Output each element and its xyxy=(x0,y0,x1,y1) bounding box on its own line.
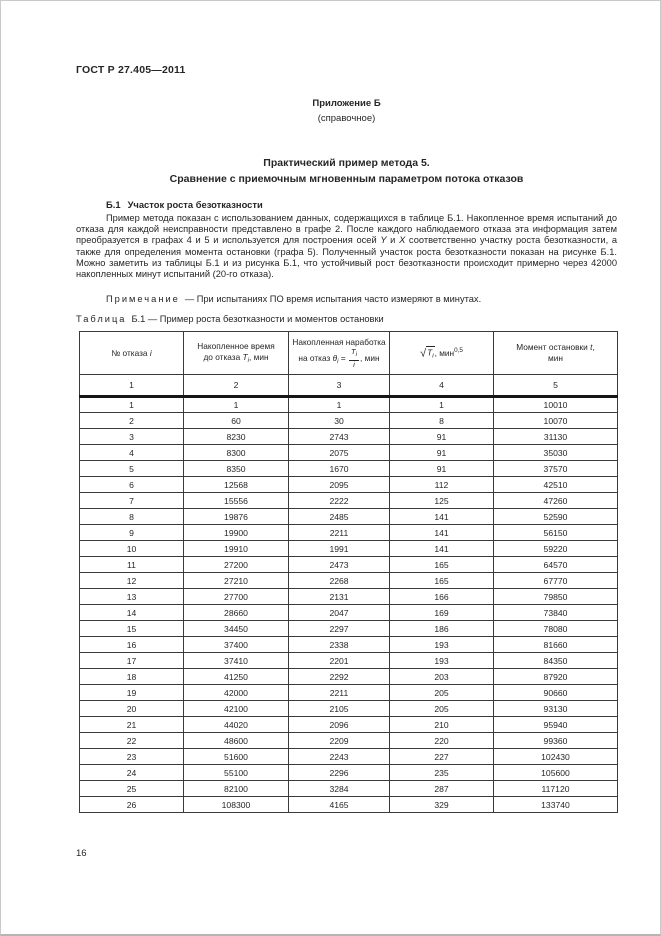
cell-failure-number: 16 xyxy=(80,637,184,653)
table-row xyxy=(80,413,618,429)
col-header-failure-number: № отказа i xyxy=(80,332,184,375)
cell-mtbf: 3284 xyxy=(289,781,390,797)
table-row xyxy=(80,685,618,701)
table-row xyxy=(80,669,618,685)
table-row xyxy=(80,717,618,733)
cell-mtbf: 1670 xyxy=(289,461,390,477)
cell-mtbf: 2268 xyxy=(289,573,390,589)
cell-failure-number: 18 xyxy=(80,669,184,685)
table-row xyxy=(80,557,618,573)
cell-failure-number: 13 xyxy=(80,589,184,605)
cell-stop-time: 95940 xyxy=(494,717,618,733)
cell-cumulative-time: 42100 xyxy=(184,701,289,717)
cell-sqrt-time: 210 xyxy=(390,717,494,733)
cell-failure-number: 7 xyxy=(80,493,184,509)
cell-failure-number: 3 xyxy=(80,429,184,445)
cell-sqrt-time: 91 xyxy=(390,429,494,445)
table-row xyxy=(80,461,618,477)
cell-mtbf: 2096 xyxy=(289,717,390,733)
table-row xyxy=(80,621,618,637)
table-row xyxy=(80,781,618,797)
table-header-row xyxy=(80,332,618,375)
cell-sqrt-time: 165 xyxy=(390,573,494,589)
axis-x-variable: X xyxy=(399,235,406,246)
radical-sign: √ xyxy=(420,346,427,359)
cell-mtbf: 30 xyxy=(289,413,390,429)
cell-mtbf: 2297 xyxy=(289,621,390,637)
cell-failure-number: 4 xyxy=(80,445,184,461)
cell-mtbf: 2047 xyxy=(289,605,390,621)
cell-failure-number: 2 xyxy=(80,413,184,429)
appendix-kind: (справочное) xyxy=(317,113,376,124)
cell-mtbf: 2211 xyxy=(289,685,390,701)
cell-stop-time: 102430 xyxy=(494,749,618,765)
cell-mtbf: 2095 xyxy=(289,477,390,493)
table-row xyxy=(80,477,618,493)
table-row xyxy=(80,525,618,541)
cell-failure-number: 26 xyxy=(80,797,184,813)
cell-stop-time: 81660 xyxy=(494,637,618,653)
cell-stop-time: 10010 xyxy=(494,397,618,413)
cell-mtbf: 2296 xyxy=(289,765,390,781)
column-number: 1 xyxy=(80,375,184,397)
cell-sqrt-time: 141 xyxy=(390,509,494,525)
cell-mtbf: 2105 xyxy=(289,701,390,717)
cell-failure-number: 24 xyxy=(80,765,184,781)
cell-mtbf: 2743 xyxy=(289,429,390,445)
cell-failure-number: 22 xyxy=(80,733,184,749)
cell-cumulative-time: 44020 xyxy=(184,717,289,733)
cell-cumulative-time: 82100 xyxy=(184,781,289,797)
cell-cumulative-time: 41250 xyxy=(184,669,289,685)
cell-stop-time: 79850 xyxy=(494,589,618,605)
cell-mtbf: 1991 xyxy=(289,541,390,557)
cell-failure-number: 11 xyxy=(80,557,184,573)
cell-failure-number: 1 xyxy=(80,397,184,413)
cell-stop-time: 117120 xyxy=(494,781,618,797)
cell-stop-time: 59220 xyxy=(494,541,618,557)
note-text: — При испытаниях ПО время испытания часто измеряют в минутах. xyxy=(184,294,482,304)
cell-cumulative-time: 27200 xyxy=(184,557,289,573)
cell-mtbf: 2131 xyxy=(289,589,390,605)
cell-mtbf: 2338 xyxy=(289,637,390,653)
cell-stop-time: 78080 xyxy=(494,621,618,637)
cell-sqrt-time: 227 xyxy=(390,749,494,765)
cell-cumulative-time: 108300 xyxy=(184,797,289,813)
appendix-label: Приложение Б xyxy=(312,98,381,109)
note-label: Примечание xyxy=(106,294,180,304)
cell-sqrt-time: 91 xyxy=(390,461,494,477)
column-number: 4 xyxy=(390,375,494,397)
cell-sqrt-time: 125 xyxy=(390,493,494,509)
cell-sqrt-time: 287 xyxy=(390,781,494,797)
table-caption-label: Таблица xyxy=(76,314,127,324)
title-line-2: Сравнение с приемочным мгновенным параметром потока отказов xyxy=(169,173,524,185)
col-header-mtbf: Накопленная наработка на отказ $\theta_i$ = $\frac{T_i}{i}$ , мин xyxy=(289,332,390,375)
cell-sqrt-time: 141 xyxy=(390,525,494,541)
cell-stop-time: 52590 xyxy=(494,509,618,525)
cell-sqrt-time: 8 xyxy=(390,413,494,429)
cell-sqrt-time: 235 xyxy=(390,765,494,781)
page-number: 16 xyxy=(76,848,87,859)
table-row xyxy=(80,749,618,765)
cell-mtbf: 2292 xyxy=(289,669,390,685)
cell-cumulative-time: 28660 xyxy=(184,605,289,621)
table-row xyxy=(80,573,618,589)
cell-stop-time: 87920 xyxy=(494,669,618,685)
cell-cumulative-time: 8300 xyxy=(184,445,289,461)
cell-mtbf: 1 xyxy=(289,397,390,413)
cell-failure-number: 10 xyxy=(80,541,184,557)
cell-sqrt-time: 205 xyxy=(390,701,494,717)
cell-stop-time: 42510 xyxy=(494,477,618,493)
cell-mtbf: 2243 xyxy=(289,749,390,765)
cell-failure-number: 12 xyxy=(80,573,184,589)
cell-stop-time: 31130 xyxy=(494,429,618,445)
cell-sqrt-time: 141 xyxy=(390,541,494,557)
cell-failure-number: 23 xyxy=(80,749,184,765)
cell-mtbf: 2473 xyxy=(289,557,390,573)
cell-cumulative-time: 42000 xyxy=(184,685,289,701)
table-row xyxy=(80,701,618,717)
cell-sqrt-time: 193 xyxy=(390,653,494,669)
col-header-sqrt-time: $√T_i$, мин$^{0,5}$ xyxy=(390,332,494,375)
note-paragraph xyxy=(76,294,617,305)
title-line-1: Практический пример метода 5. xyxy=(263,157,430,169)
cell-stop-time: 73840 xyxy=(494,605,618,621)
table-row xyxy=(80,397,618,413)
cell-stop-time: 93130 xyxy=(494,701,618,717)
body-paragraph: Пример метода показан с использованием данных, содержащихся в таблице Б.1. Накопленное время испытаний до отказа для каждой неисправности представлено в графе 2. После каждого наблюдаемого отказа эта информация затем преобразуется в графах 4 и 5 и используется для построения осей Y и X соответственно участку роста безотказности, а также для определения момента остановки (графа 5). Полученный участок роста безотказности показан на рисунке Б.1. Можно заметить из таблицы Б.1 и из рисунка Б.1, что устойчивый рост безотказности происходит примерно через 42000 накопленных минут испытаний (20-го отказа). xyxy=(76,213,617,280)
cell-sqrt-time: 165 xyxy=(390,557,494,573)
cell-stop-time: 56150 xyxy=(494,525,618,541)
cell-stop-time: 35030 xyxy=(494,445,618,461)
cell-cumulative-time: 8350 xyxy=(184,461,289,477)
cell-cumulative-time: 34450 xyxy=(184,621,289,637)
cell-mtbf: 2201 xyxy=(289,653,390,669)
cell-sqrt-time: 91 xyxy=(390,445,494,461)
cell-cumulative-time: 60 xyxy=(184,413,289,429)
cell-mtbf: 4165 xyxy=(289,797,390,813)
cell-failure-number: 15 xyxy=(80,621,184,637)
cell-failure-number: 14 xyxy=(80,605,184,621)
cell-mtbf: 2075 xyxy=(289,445,390,461)
cell-stop-time: 47260 xyxy=(494,493,618,509)
cell-sqrt-time: 329 xyxy=(390,797,494,813)
column-number-row xyxy=(80,375,618,397)
table-row xyxy=(80,509,618,525)
cell-sqrt-time: 112 xyxy=(390,477,494,493)
cell-sqrt-time: 205 xyxy=(390,685,494,701)
cell-failure-number: 5 xyxy=(80,461,184,477)
table-row xyxy=(80,605,618,621)
cell-mtbf: 2222 xyxy=(289,493,390,509)
cell-cumulative-time: 1 xyxy=(184,397,289,413)
cell-mtbf: 2485 xyxy=(289,509,390,525)
table-row xyxy=(80,429,618,445)
cell-cumulative-time: 19900 xyxy=(184,525,289,541)
column-number: 5 xyxy=(494,375,618,397)
column-number: 2 xyxy=(184,375,289,397)
standard-code: ГОСТ Р 27.405—2011 xyxy=(76,64,186,76)
cell-stop-time: 133740 xyxy=(494,797,618,813)
cell-cumulative-time: 48600 xyxy=(184,733,289,749)
cell-stop-time: 37570 xyxy=(494,461,618,477)
cell-cumulative-time: 51600 xyxy=(184,749,289,765)
fraction: $\frac{T_i}{i}$ xyxy=(351,346,358,369)
table-body xyxy=(80,397,618,813)
cell-failure-number: 17 xyxy=(80,653,184,669)
cell-sqrt-time: 203 xyxy=(390,669,494,685)
cell-cumulative-time: 37410 xyxy=(184,653,289,669)
cell-stop-time: 67770 xyxy=(494,573,618,589)
cell-failure-number: 21 xyxy=(80,717,184,733)
cell-stop-time: 90660 xyxy=(494,685,618,701)
table-row xyxy=(80,637,618,653)
cell-failure-number: 8 xyxy=(80,509,184,525)
table-row xyxy=(80,765,618,781)
cell-cumulative-time: 19910 xyxy=(184,541,289,557)
cell-stop-time: 99360 xyxy=(494,733,618,749)
cell-cumulative-time: 27700 xyxy=(184,589,289,605)
table-row xyxy=(80,797,618,813)
cell-mtbf: 2211 xyxy=(289,525,390,541)
column-number: 3 xyxy=(289,375,390,397)
table-row xyxy=(80,493,618,509)
document-title xyxy=(61,155,632,187)
cell-cumulative-time: 12568 xyxy=(184,477,289,493)
cell-cumulative-time: 15556 xyxy=(184,493,289,509)
table-row xyxy=(80,733,618,749)
reliability-growth-table xyxy=(79,331,618,813)
table-row xyxy=(80,653,618,669)
appendix-block xyxy=(76,96,617,126)
cell-cumulative-time: 27210 xyxy=(184,573,289,589)
cell-cumulative-time: 19876 xyxy=(184,509,289,525)
col-header-cumulative-time: Накопленное время до отказа $T_i$, мин xyxy=(184,332,289,375)
cell-cumulative-time: 37400 xyxy=(184,637,289,653)
col-header-stop-time: Момент остановки t, мин xyxy=(494,332,618,375)
cell-sqrt-time: 193 xyxy=(390,637,494,653)
cell-cumulative-time: 55100 xyxy=(184,765,289,781)
table-caption-text: Б.1 — Пример роста безотказности и моментов остановки xyxy=(131,314,384,324)
table-row xyxy=(80,541,618,557)
cell-stop-time: 84350 xyxy=(494,653,618,669)
section-number: Б.1 xyxy=(106,199,121,210)
cell-sqrt-time: 186 xyxy=(390,621,494,637)
cell-stop-time: 10070 xyxy=(494,413,618,429)
cell-mtbf: 2209 xyxy=(289,733,390,749)
table-row xyxy=(80,589,618,605)
cell-sqrt-time: 220 xyxy=(390,733,494,749)
table-row xyxy=(80,445,618,461)
cell-sqrt-time: 169 xyxy=(390,605,494,621)
section-title: Участок роста безотказности xyxy=(127,199,263,210)
cell-stop-time: 64570 xyxy=(494,557,618,573)
table-caption xyxy=(76,314,617,324)
cell-stop-time: 105600 xyxy=(494,765,618,781)
cell-failure-number: 9 xyxy=(80,525,184,541)
cell-failure-number: 6 xyxy=(80,477,184,493)
cell-sqrt-time: 166 xyxy=(390,589,494,605)
section-heading xyxy=(106,199,263,210)
cell-cumulative-time: 8230 xyxy=(184,429,289,445)
cell-failure-number: 25 xyxy=(80,781,184,797)
cell-failure-number: 20 xyxy=(80,701,184,717)
axis-y-variable: Y xyxy=(380,235,387,246)
cell-sqrt-time: 1 xyxy=(390,397,494,413)
cell-failure-number: 19 xyxy=(80,685,184,701)
